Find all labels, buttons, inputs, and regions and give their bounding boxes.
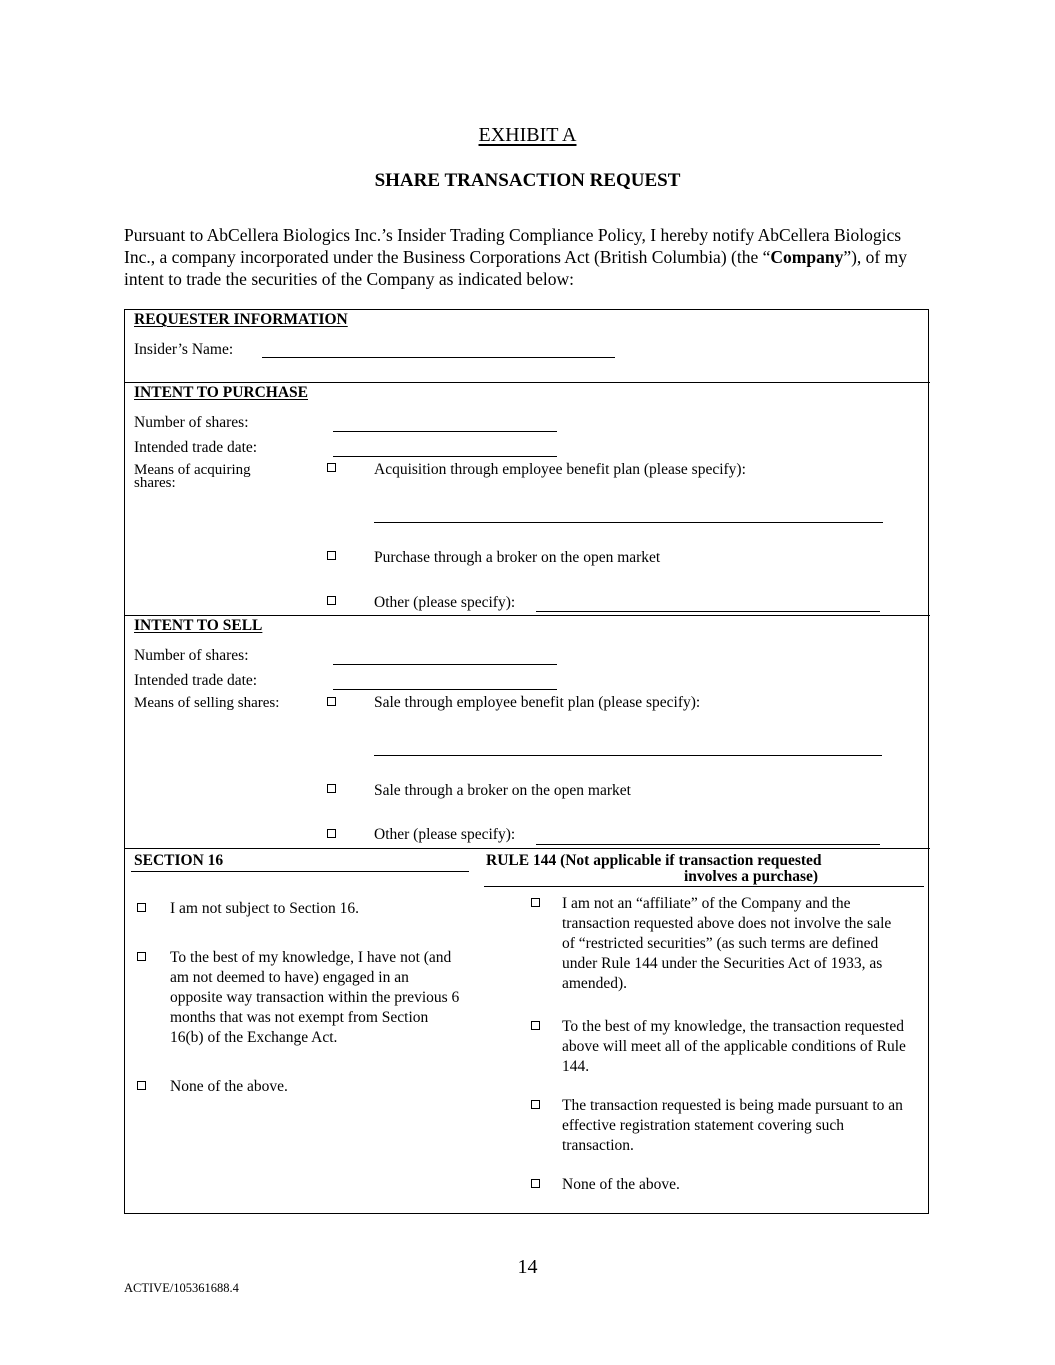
section16-option-1-label: I am not subject to Section 16. <box>170 900 359 917</box>
section16-option-3-checkbox[interactable] <box>137 1081 146 1090</box>
sell-shares-label: Number of shares: <box>134 647 249 664</box>
purchase-option-3-label: Other (please specify): <box>374 594 516 611</box>
sell-option-1-specify-field[interactable] <box>374 755 882 756</box>
purchase-date-label: Intended trade date: <box>134 439 258 456</box>
purchase-option-3-checkbox[interactable] <box>327 596 336 605</box>
purchase-option-1-label: Acquisition through employee benefit plan (please specify): <box>374 461 746 478</box>
requester-heading: REQUESTER INFORMATION <box>134 311 348 328</box>
purchase-shares-label: Number of shares: <box>134 414 249 431</box>
rule144-option-2-checkbox[interactable] <box>531 1021 540 1030</box>
rule144-heading-rule <box>484 886 924 887</box>
rule144-option-4-checkbox[interactable] <box>531 1179 540 1188</box>
section16-option-1-checkbox[interactable] <box>137 903 146 912</box>
rule144-option-3-label: The transaction requested is being made pursuant to an effective registration statement covering such transaction. <box>562 1097 903 1154</box>
sell-option-1-label: Sale through employee benefit plan (please specify): <box>374 694 701 711</box>
purchase-date-field[interactable] <box>333 456 557 457</box>
section16-heading-rule <box>131 871 469 872</box>
sell-option-3-checkbox[interactable] <box>327 829 336 838</box>
divider-sell <box>124 848 930 849</box>
purchase-option-2-checkbox[interactable] <box>327 551 336 560</box>
intro-paragraph <box>124 224 924 290</box>
sell-option-2-checkbox[interactable] <box>327 784 336 793</box>
sell-date-field[interactable] <box>333 689 557 690</box>
purchase-option-3-specify-field[interactable] <box>536 611 880 612</box>
document-title: SHARE TRANSACTION REQUEST <box>374 170 681 191</box>
section16-option-2-label: To the best of my knowledge, I have not (and am not deemed to have) engaged in an opposite way transaction within the previous 6 months that was not exempt from Section 16(b) of the Exchange Act. <box>170 949 460 1046</box>
section16-heading: SECTION 16 <box>134 852 224 869</box>
page-number: 14 <box>517 1256 538 1278</box>
divider-purchase <box>124 615 930 616</box>
sell-date-label: Intended trade date: <box>134 672 258 689</box>
divider-requester <box>124 382 930 383</box>
insider-name-field[interactable] <box>262 357 615 358</box>
company-defined-term: Company <box>770 247 844 267</box>
rule144-option-4-label: None of the above. <box>562 1176 680 1193</box>
purchase-shares-field[interactable] <box>333 431 557 432</box>
sell-option-3-label: Other (please specify): <box>374 826 516 843</box>
section16-option-2-checkbox[interactable] <box>137 952 146 961</box>
intro-text-1: Pursuant to AbCellera Biologics Inc.’s Insider Trading Compliance Policy, I hereby notify AbCellera Biologics Inc., a company incorporated under the Business Corporations Act (British Columbia) (the “ <box>124 225 902 267</box>
sell-shares-field[interactable] <box>333 664 557 665</box>
sell-option-3-specify-field[interactable] <box>536 844 880 845</box>
rule144-heading-line1: RULE 144 (Not applicable if transaction requested <box>486 852 822 869</box>
document-id-footer: ACTIVE/105361688.4 <box>124 1281 239 1295</box>
purchase-means-label: Means of acquiring shares: <box>134 462 251 491</box>
rule144-option-2-label: To the best of my knowledge, the transaction requested above will meet all of the applicable conditions of Rule 144. <box>562 1018 906 1075</box>
section16-option-3-label: None of the above. <box>170 1078 288 1095</box>
rule144-option-1-checkbox[interactable] <box>531 898 540 907</box>
sell-means-label: Means of selling shares: <box>134 695 280 711</box>
rule144-heading-line2: involves a purchase) <box>684 868 819 885</box>
insider-name-label: Insider’s Name: <box>134 341 234 358</box>
intro-text-2: ”), of my intent to trade the securities of the Company as indicated below: <box>124 247 907 289</box>
sell-option-1-checkbox[interactable] <box>327 697 336 706</box>
purchase-option-2-label: Purchase through a broker on the open market <box>374 549 661 566</box>
purchase-heading: INTENT TO PURCHASE <box>134 384 308 401</box>
sell-heading: INTENT TO SELL <box>134 617 263 634</box>
sell-option-2-label: Sale through a broker on the open market <box>374 782 631 799</box>
exhibit-title: EXHIBIT A <box>478 124 577 146</box>
rule144-option-1-label: I am not an “affiliate” of the Company and the transaction requested above does not involve the sale of “restricted securities” (as such terms are defined under Rule 144 under the Securities Act of 1933, as amended). <box>562 895 892 992</box>
purchase-option-1-specify-field[interactable] <box>374 522 883 523</box>
purchase-option-1-checkbox[interactable] <box>327 463 336 472</box>
rule144-option-3-checkbox[interactable] <box>531 1100 540 1109</box>
